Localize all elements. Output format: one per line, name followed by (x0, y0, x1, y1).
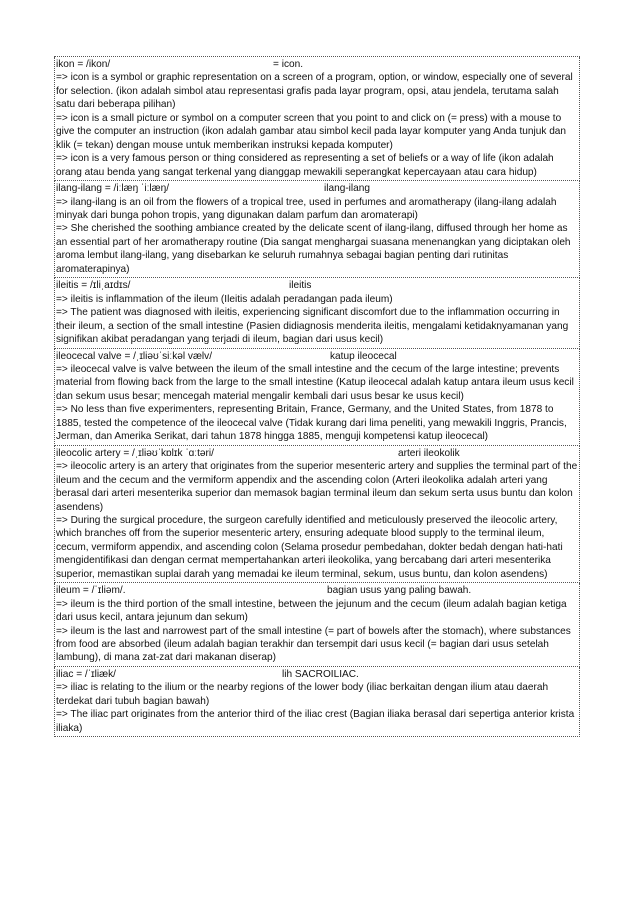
entry-headword-line (56, 58, 578, 71)
dictionary-entry (54, 57, 580, 181)
entry-definition: => icon is a symbol or graphic representation on a screen of a program, option, or window, especially one of several for selection. (ikon adalah simbol atau representasi grafis pada layar program, opsi, atau jendela, terutama salah satu dari beberapa pilihan) (56, 72, 573, 111)
dictionary-entry (54, 278, 580, 348)
entry-definition: => The patient was diagnosed with ileitis, experiencing significant discomfort due to the inflammation occurring in their ileum, a section of the small intestine (Pasien didiagnosis menderita ileitis, mengalami ketidaknyamanan yang signifikan akibat peradangan yang terjadi di ileum, bagian dari usus kecil) (56, 307, 569, 346)
entry-headword-line (56, 668, 578, 681)
entry-translation: lih SACROILIAC. (282, 668, 359, 680)
dictionary-entry (54, 181, 580, 278)
dictionary-entry (54, 349, 580, 446)
entry-term: ilang-ilang = /iːlæŋ ˈiːlæŋ/ (56, 183, 170, 195)
entry-definition: => No less than five experimenters, representing Britain, France, Germany, and the United States, from 1878 to 1885, tested the competence of the ileocecal valve (Tidak kurang dari lima peneliti, yang mewakili Inggris, Prancis, Jerman, dan Amerika Serikat, dari tahun 1878 hingga 1885, menguji kompetensi katup ileocecal) (56, 404, 567, 443)
entry-term: iliac = /ˈɪliæk/ (56, 668, 116, 680)
entry-definition: => During the surgical procedure, the surgeon carefully identified and meticulously preserved the ileocolic artery, which branches off from the superior mesenteric artery, ensuring adequate blood supply to the terminal ileum, cecum, vermiform appendix, and ascending colon (Selama prosedur pembedahan, dokter bedah dengan hati-hati mengidentifikasi dan dengan cermat mempertahankan arteri ileokolika, yang bercabang dari arteri mesenterika superior, memastikan suplai darah yang memadai ke ileum terminal, sekum, usus buntu, dan kolon asendens) (56, 514, 563, 580)
entry-term: ileocolic artery = /ˌɪliəʊˈkɒlɪk ˈɑːtəri/ (56, 447, 214, 459)
entry-definition: => ileum is the third portion of the small intestine, between the jejunum and the cecum (ileum adalah bagian ketiga dari usus kecil, antara jejunum dan sekum) (56, 598, 567, 624)
entry-translation: = icon. (273, 59, 304, 70)
dictionary-entry (54, 667, 580, 737)
entry-headword-line (56, 447, 578, 460)
entry-definition: => ileocolic artery is an artery that originates from the superior mesenteric artery and supplies the terminal part of the ileum and the cecum and the vermiform appendix and the ascending colon (Arteri ileokolika adalah arteri yang berasal dari arteri mesenterika superior dan memasok bagian terminal ileum dan sekum serta usus buntu dan kolon asendens) (56, 461, 578, 513)
entry-definition: => The iliac part originates from the anterior third of the iliac crest (Bagian iliaka berasal dari sepertiga anterior krista iliaka) (56, 709, 575, 734)
entry-definition: => She cherished the soothing ambiance created by the delicate scent of ilang-ilang, diffused through her home as an essential part of her aromatherapy routine (Dia sangat menghargai suasana menenangkan yang diciptakan oleh aroma lembut ilang-ilang, yang disebarkan ke seluruh rumahnya sebagai bagian penting dari rutinitas aromaterapinya) (56, 223, 571, 275)
entry-definition: => icon is a small picture or symbol on a computer screen that you point to and click on (= press) with a mouse to give the computer an instruction (ikon adalah gambar atau simbol kecil pada layar komputer yang Anda tunjuk dan klik (= tekan) dengan mouse untuk memberikan instruksi kepada komputer) (56, 112, 567, 151)
entry-translation: arteri ileokolik (398, 447, 460, 459)
entry-definition: => ileitis is inflammation of the ileum (Ileitis adalah peradangan pada ileum) (56, 293, 393, 305)
entry-translation: bagian usus yang paling bawah. (327, 585, 472, 597)
entry-headword-line (56, 182, 578, 195)
entry-term: ileitis = /ɪliˌaɪdɪs/ (56, 280, 131, 292)
dictionary-page (54, 56, 580, 737)
entry-term: ikon = /ikon/ (56, 59, 111, 70)
entry-headword-line (56, 279, 578, 292)
entry-definition: => icon is a very famous person or thing considered as representing a set of beliefs or a way of life (ikon adalah orang atau benda yang sangat terkenal yang dianggap mewakili seperangkat kepercayaan atau cara hidup) (56, 153, 554, 178)
entry-headword-line (56, 584, 578, 597)
dictionary-entry (54, 446, 580, 584)
entry-translation: ileitis (289, 280, 312, 292)
entry-definition: => iliac is relating to the ilium or the nearby regions of the lower body (iliac berkaitan dengan ilium atau daerah terdekat dari tubuh bagian bawah) (56, 682, 549, 707)
entry-definition: => ileocecal valve is valve between the ileum of the small intestine and the cecum of the large intestine; prevents material from flowing back from the large to the small intestine (Katup ileocecal adalah katup antara ileum usus kecil dan sekum usus besar; mencegah material mengalir kembali dari usus besar ke usus kecil) (56, 363, 574, 402)
entry-term: ileum = /ˈɪliəm/. (56, 585, 126, 597)
entry-definition: => ilang-ilang is an oil from the flowers of a tropical tree, used in perfumes and aromatherapy (ilang-ilang adalah minyak dari bunga pohon tropis, yang digunakan dalam parfum dan aromaterapi) (56, 196, 557, 221)
entry-translation: ilang-ilang (324, 183, 371, 195)
entry-headword-line (56, 350, 578, 363)
entry-translation: katup ileocecal (330, 350, 397, 362)
dictionary-entry (54, 583, 580, 667)
entry-definition: => ileum is the last and narrowest part of the small intestine (= part of bowels after the stomach), where substances from food are absorbed (ileum adalah bagian terakhir dan tersempit dari usus kecil (= bagian dari usus setelah lambung), di mana zat-zat dari makanan diserap) (56, 625, 571, 664)
entry-term: ileocecal valve = /ˌɪliəʊˈsiːkəl vælv/ (56, 350, 213, 362)
